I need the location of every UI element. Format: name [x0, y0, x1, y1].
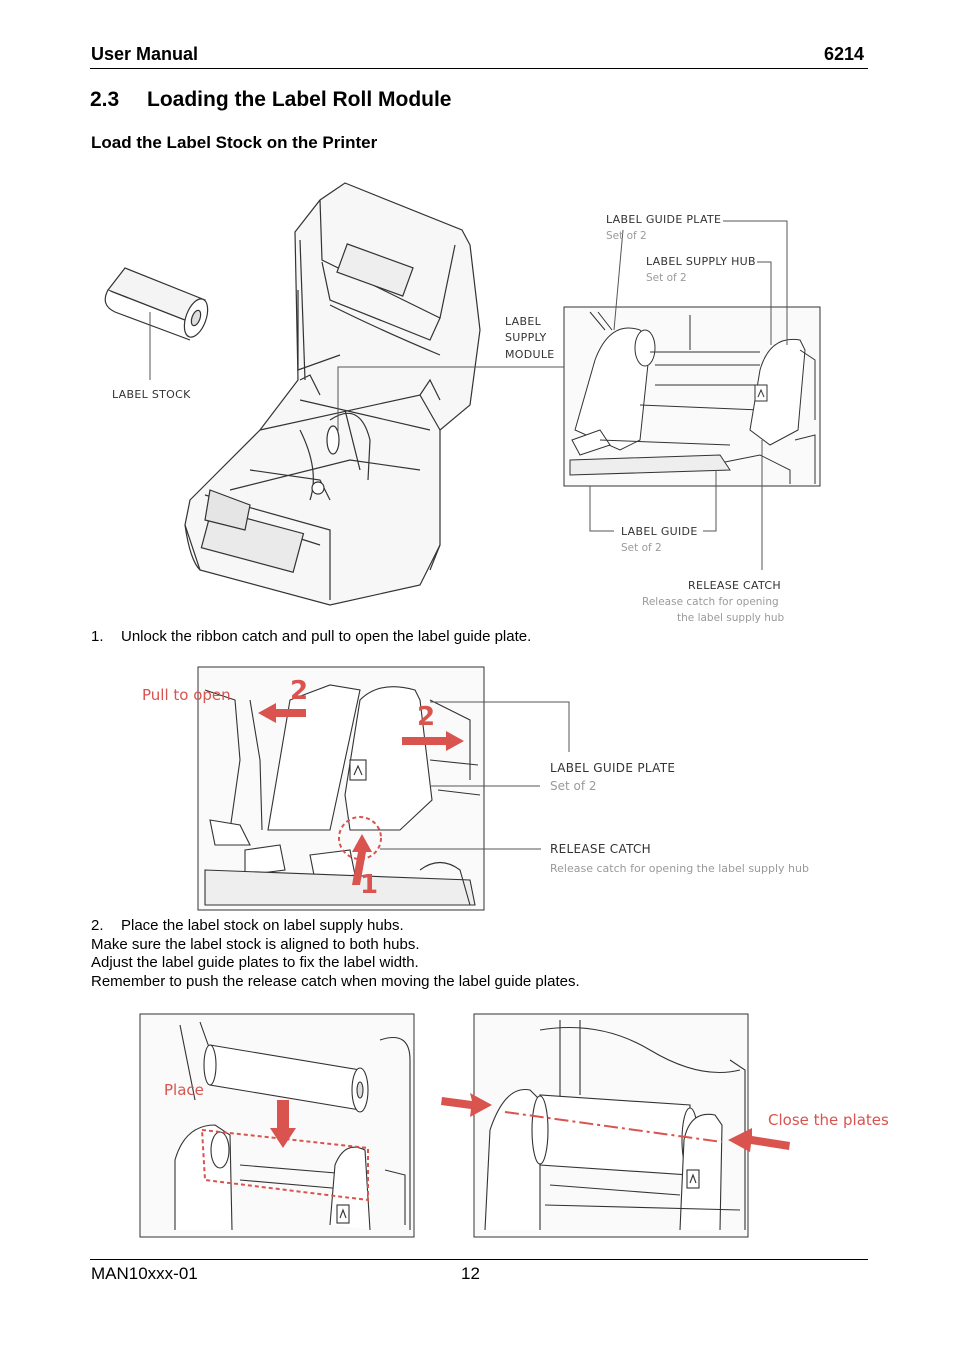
section-title: Loading the Label Roll Module	[147, 88, 452, 111]
callout-label-supply-module-1: LABEL	[505, 315, 542, 328]
callout-label-guide-plate: LABEL GUIDE PLATE	[606, 213, 722, 226]
step2-line-3: Remember to push the release catch when moving the label guide plates.	[91, 973, 580, 990]
callout-label-supply-module-2: SUPPLY	[505, 331, 547, 344]
section-number: 2.3	[90, 88, 120, 111]
header-title: User Manual	[91, 44, 199, 64]
fig2-callout-release-catch: RELEASE CATCH	[550, 842, 651, 856]
callout-release-catch: RELEASE CATCH	[688, 579, 781, 592]
step1-text: Unlock the ribbon catch and pull to open the label guide plate.	[121, 628, 532, 645]
fig2-callout-label-guide-plate-sub: Set of 2	[550, 779, 597, 793]
step2-line-2: Adjust the label guide plates to fix the label width.	[91, 954, 419, 971]
fig2-callout-release-catch-sub: Release catch for opening the label supply hub	[550, 862, 809, 875]
footer-page-number: 12	[461, 1264, 480, 1283]
close-plates-label: Close the plates	[768, 1111, 889, 1129]
fig2-callout-label-guide-plate: LABEL GUIDE PLATE	[550, 761, 676, 775]
subsection-title: Load the Label Stock on the Printer	[91, 133, 378, 152]
footer-doc-id: MAN10xxx-01	[91, 1264, 198, 1283]
callout-label-guide: LABEL GUIDE	[621, 525, 698, 538]
footer-rule	[90, 1259, 868, 1260]
header-model: 6214	[823, 44, 864, 64]
step1-number: 1.	[91, 628, 104, 645]
place-label: Place	[164, 1081, 204, 1099]
step-marker-2-right: 2	[417, 702, 436, 732]
step2-number: 2.	[91, 917, 104, 934]
callout-release-catch-sub1: Release catch for opening	[642, 596, 779, 608]
step-marker-2-left: 2	[290, 676, 309, 706]
callout-label-supply-hub-sub: Set of 2	[646, 272, 687, 284]
step2-line-1: Make sure the label stock is aligned to both hubs.	[91, 936, 420, 953]
callout-label-supply-hub: LABEL SUPPLY HUB	[646, 255, 756, 268]
pull-to-open-label: Pull to open	[142, 686, 231, 704]
callout-release-catch-sub2: the label supply hub	[677, 612, 785, 624]
callout-label-guide-plate-sub: Set of 2	[606, 230, 647, 242]
step2-text: Place the label stock on label supply hubs.	[121, 917, 404, 934]
step-marker-1: 1	[360, 870, 379, 900]
callout-label-guide-sub: Set of 2	[621, 542, 662, 554]
callout-label-stock: LABEL STOCK	[112, 388, 191, 401]
callout-label-supply-module-3: MODULE	[505, 348, 555, 361]
